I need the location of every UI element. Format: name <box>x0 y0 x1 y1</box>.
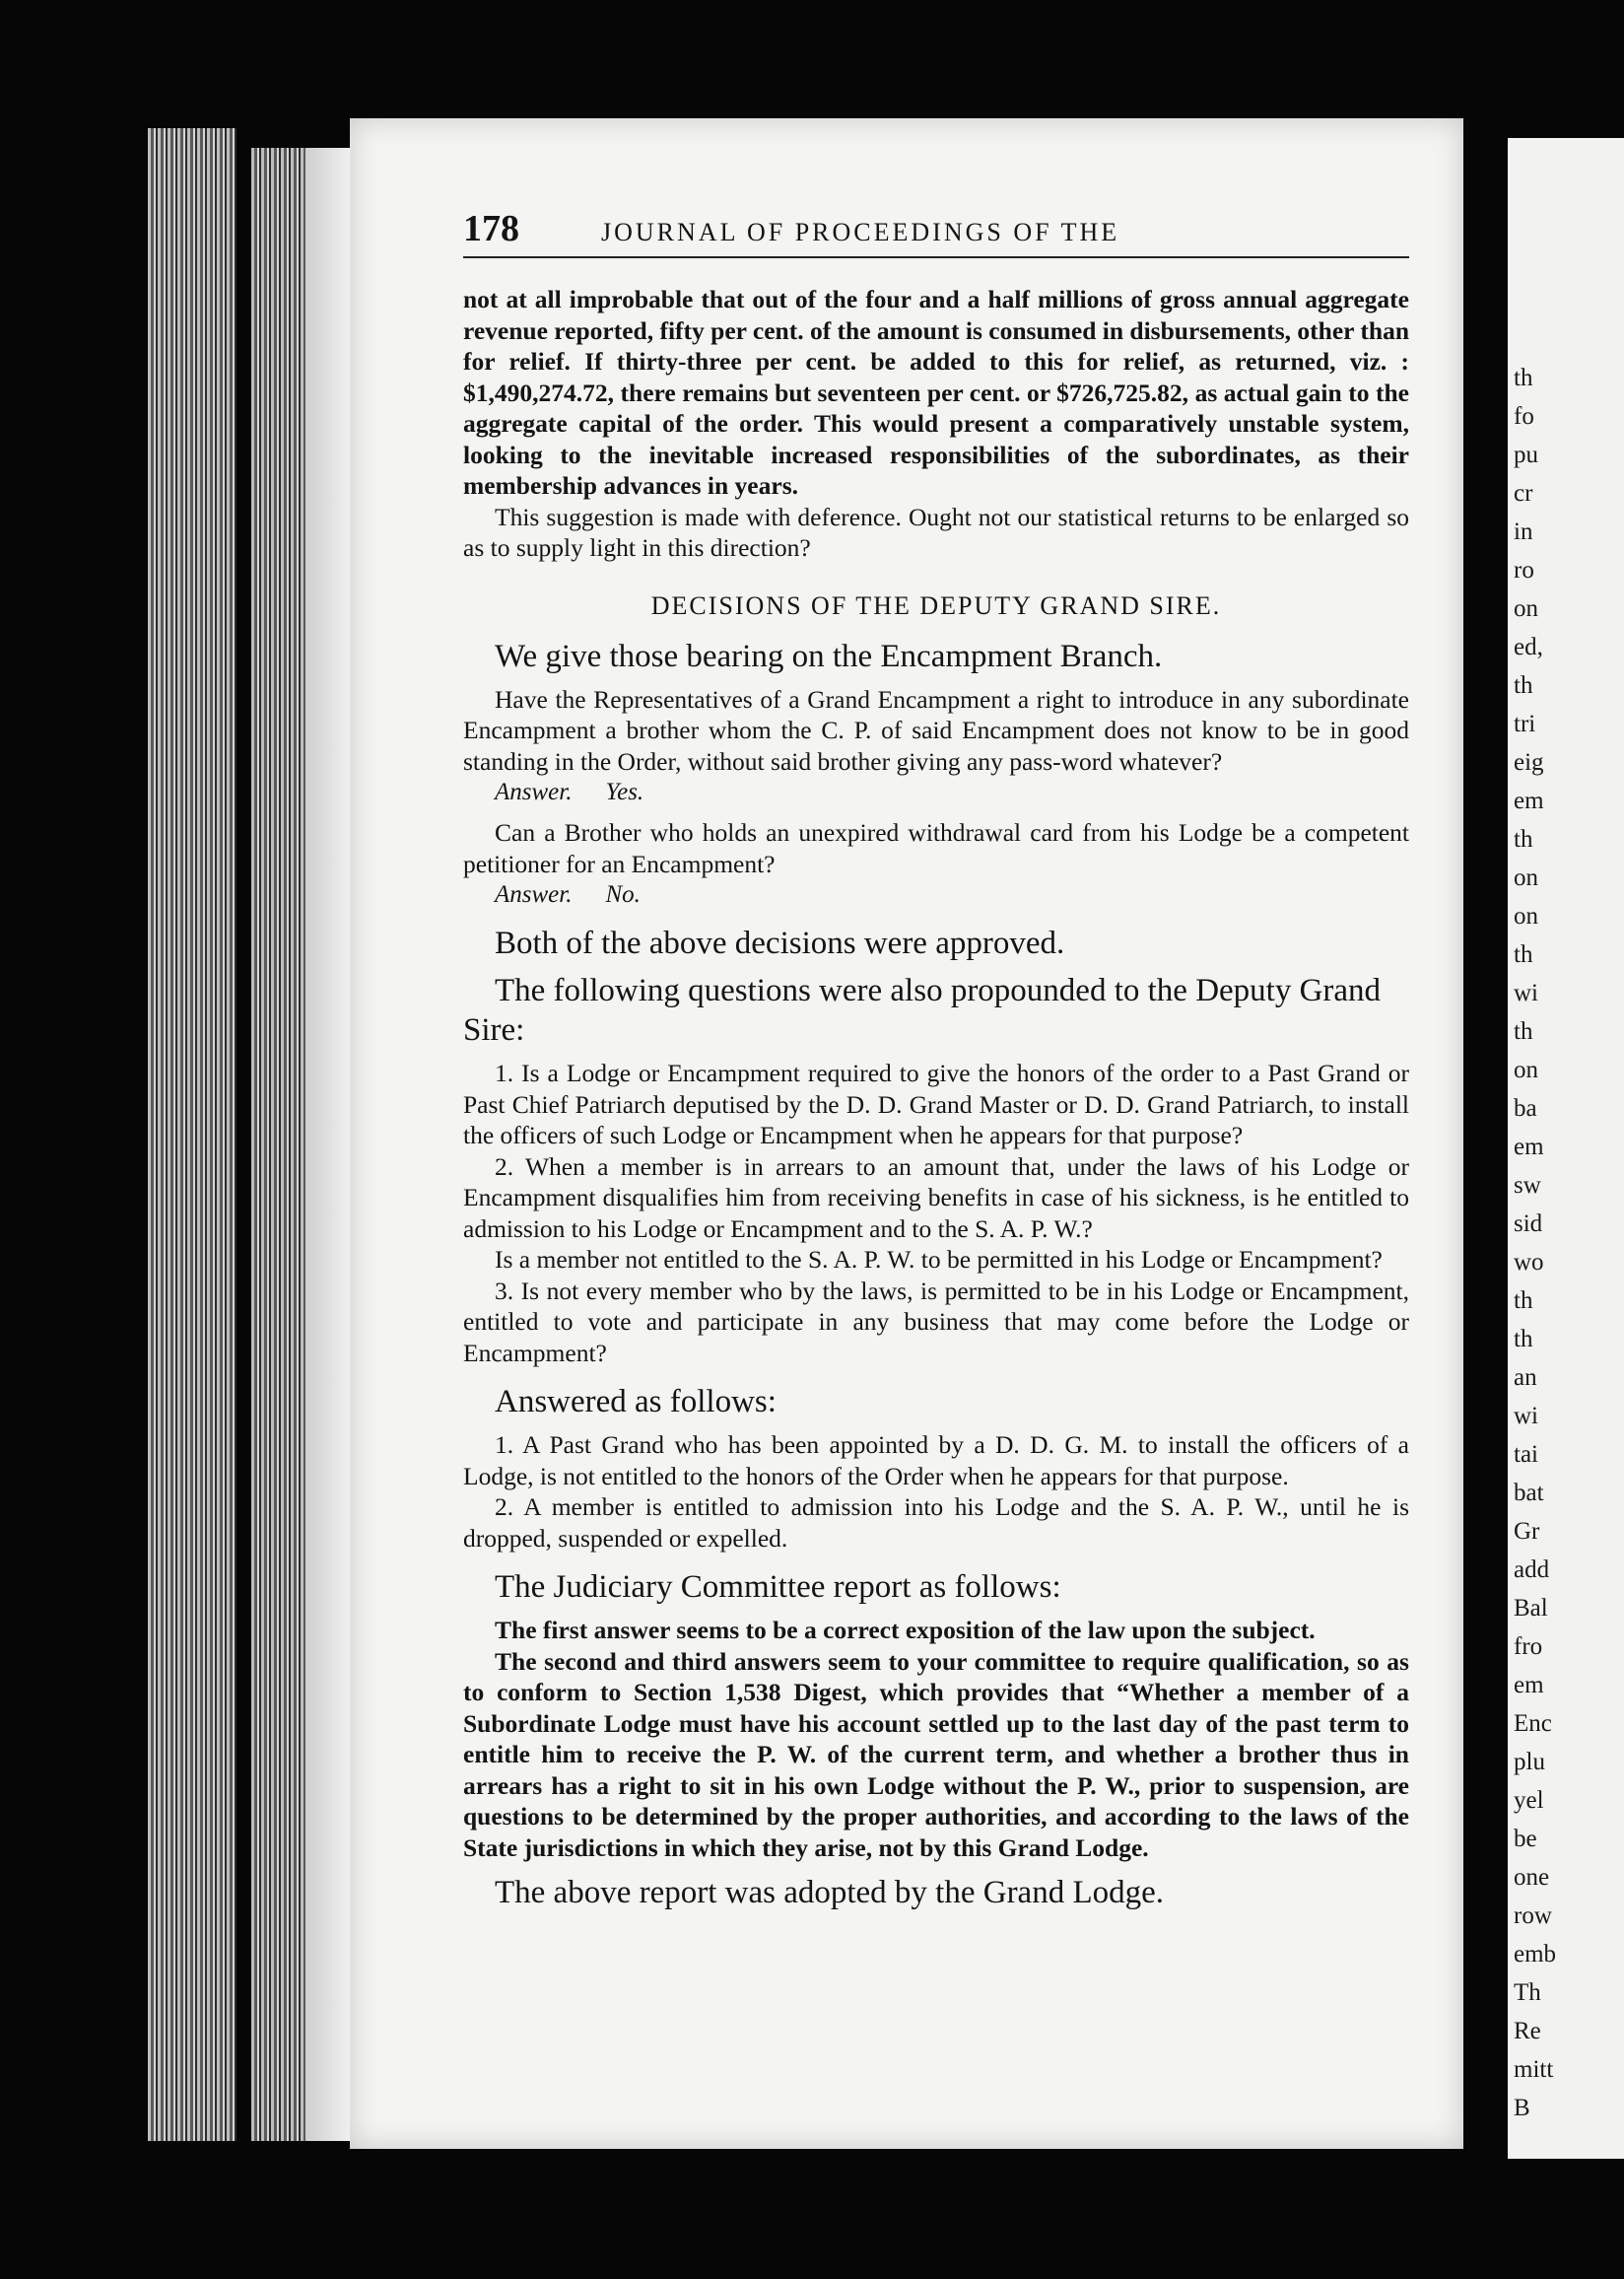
answer-label: Answer. <box>495 779 573 805</box>
facing-page-text-fragment: Enc <box>1514 1710 1552 1737</box>
facing-page-text-fragment: on <box>1514 864 1538 891</box>
answer-label: Answer. <box>495 881 573 908</box>
facing-page-text-fragment: th <box>1514 941 1533 968</box>
facing-page-text-fragment: B <box>1514 2095 1530 2121</box>
facing-page-text-fragment: th <box>1514 1287 1533 1314</box>
facing-page-text-fragment: fo <box>1514 403 1534 430</box>
facing-page-text-fragment: add <box>1514 1556 1550 1583</box>
facing-page-text-fragment: on <box>1514 903 1538 930</box>
facing-page-text-fragment: row <box>1514 1902 1552 1929</box>
facing-page-text-fragment: cr <box>1514 480 1533 507</box>
facing-page-text-fragment: plu <box>1514 1749 1545 1775</box>
page-number: 178 <box>463 208 519 249</box>
facing-page-text-fragment: Bal <box>1514 1595 1548 1622</box>
facing-page-text-fragment: sw <box>1514 1172 1541 1199</box>
facing-page-text-fragment: yel <box>1514 1787 1544 1814</box>
facing-page-text-fragment: be <box>1514 1826 1537 1852</box>
facing-page-text-fragment: em <box>1514 1134 1544 1160</box>
list-item: 2. When a member is in arrears to an amount that, under the laws of his Lodge or Encampment disqualifies him from receiving benefits in case of his sickness, is he entitled to admission to his Lodge or Encampment and to the S. A. P. W.? <box>463 1151 1409 1243</box>
facing-page-text-fragment: wo <box>1514 1249 1544 1276</box>
report-adopted: The above report was adopted by the Grand Lodge. <box>495 1875 1165 1910</box>
answered-heading: Answered as follows: <box>495 1384 777 1419</box>
facing-page-text-fragment: wi <box>1514 980 1538 1006</box>
facing-page-text-fragment: in <box>1514 518 1533 545</box>
answer-word: No. <box>605 881 641 908</box>
answer-no <box>495 879 1409 910</box>
facing-page-text-fragment: th <box>1514 1018 1533 1045</box>
facing-page-text-fragment: th <box>1514 826 1533 853</box>
facing-page-text-fragment: fro <box>1514 1633 1543 1660</box>
running-title: JOURNAL OF PROCEEDINGS OF THE <box>601 218 1120 246</box>
list-item: 3. Is not every member who by the laws, is permitted to be in his Lodge or Encampment, entitled to vote and participate in any business that may come before the Lodge or Encampment? <box>463 1276 1409 1367</box>
list-item: 1. A Past Grand who has been appointed by a D. D. G. M. to install the officers of a Lodge, is not entitled to the honors of the Order when he appears for that purpose. <box>463 1430 1409 1490</box>
question-list <box>463 1058 1409 1368</box>
facing-page-text-fragment: bat <box>1514 1480 1544 1506</box>
judiciary-paragraph-2: The second and third answers seem to your committee to require qualification, so as to conform to Section 1,538 Digest, which provides that “Whether a member of a Subordinate Lodge must have his account settled up to the last day of the past term to entitle him to receive the P. W. of the current term, and whether a brother thus in arrears has a right to sit in his own Lodge without the P. W., prior to suspension, are questions to be determined by the proper authorities, and according to the laws of the State jurisdictions in which they arise, not by this Grand Lodge. <box>463 1646 1409 1862</box>
judiciary-paragraph-1: The first answer seems to be a correct exposition of the law upon the subject. <box>495 1616 1316 1644</box>
question-withdrawal-card: Can a Brother who holds an unexpired withdrawal card from his Lodge be a competent petitioner for an Encampment? <box>463 818 1409 878</box>
page-content <box>463 207 1409 1920</box>
answer-list <box>463 1429 1409 1554</box>
facing-page-text-fragment: tai <box>1514 1441 1538 1468</box>
facing-page-text-fragment: mitt <box>1514 2056 1554 2083</box>
facing-page-text-fragment: Th <box>1514 1979 1541 2006</box>
facing-page-text-fragment: tri <box>1514 711 1536 737</box>
list-item: 2. A member is entitled to admission into his Lodge and the S. A. P. W., until he is dropped, suspended or expelled. <box>463 1492 1409 1553</box>
book-page-edges-inner <box>251 148 305 2141</box>
facing-page-text-fragment: an <box>1514 1364 1537 1391</box>
intro-encampment-branch: We give those bearing on the Encampment Branch. <box>495 638 1163 674</box>
facing-page-text-fragment: th <box>1514 672 1533 699</box>
book-page-edges-left <box>148 128 237 2141</box>
answer-yes <box>495 777 1409 807</box>
facing-page-text-fragment: em <box>1514 1672 1544 1698</box>
list-item: 1. Is a Lodge or Encampment required to give the honors of the order to a Past Grand or Past Chief Patriarch deputised by the D. D. Grand Master or D. D. Grand Patriarch, to install the officers of such Lodge or Encampment when he appears for that purpose? <box>463 1059 1409 1149</box>
judiciary-heading: The Judiciary Committee report as follows: <box>495 1569 1061 1605</box>
list-item: Is a member not entitled to the S. A. P. W. to be permitted in his Lodge or Encampment? <box>495 1245 1383 1274</box>
facing-page-text-fragment: wi <box>1514 1403 1538 1429</box>
facing-page-text-fragment: Re <box>1514 2018 1541 2044</box>
facing-page-text-fragment: th <box>1514 365 1533 391</box>
book-gutter <box>305 148 355 2141</box>
facing-page-fragment <box>1508 138 1624 2159</box>
paragraph-statistics: not at all improbable that out of the four and a half millions of gross annual aggregate revenue reported, fifty per cent. of the amount is consumed in disbursements, other than for relief. If thirty-three per cent. be added to this for relief, as returned, viz. : $1,490,274.72, there remains but seventeen per cent. or $726,725.82, as actual gain to the aggregate capital of the order. This would present a comparatively unstable system, looking to the inevitable increased responsibilities of the subordinates, as their membership advances in years. <box>463 285 1409 500</box>
facing-page-text-fragment: Gr <box>1514 1518 1540 1545</box>
facing-page-text-fragment: pu <box>1514 442 1538 468</box>
facing-page-text-fragment: th <box>1514 1326 1533 1352</box>
questions-propounded: The following questions were also propounded to the Deputy Grand Sire: <box>463 973 1382 1048</box>
facing-page-text-fragment: ed, <box>1514 634 1543 660</box>
facing-page-text-fragment: one <box>1514 1864 1550 1891</box>
facing-page-text-fragment: eig <box>1514 749 1544 776</box>
paragraph-suggestion: This suggestion is made with deference. Ought not our statistical returns to be enlarged so as to supply light in this direction? <box>463 502 1409 562</box>
decisions-approved: Both of the above decisions were approved. <box>495 926 1065 961</box>
section-heading-decisions: DECISIONS OF THE DEPUTY GRAND SIRE. <box>650 590 1222 620</box>
facing-page-text-fragment: emb <box>1514 1941 1557 1968</box>
facing-page-text-fragment: ba <box>1514 1095 1537 1122</box>
answer-word: Yes. <box>605 779 644 805</box>
page-header <box>463 207 1409 258</box>
facing-page-text-fragment: on <box>1514 1057 1538 1083</box>
facing-page-text-fragment: ro <box>1514 557 1534 584</box>
facing-page-text-fragment: sid <box>1514 1210 1543 1237</box>
question-representatives: Have the Representatives of a Grand Encampment a right to introduce in any subordinate Encampment a brother whom the C. P. of said Encampment does not know to be in good standing in the Order, without said brother giving any pass-word whatever? <box>463 684 1409 776</box>
facing-page-text-fragment: em <box>1514 788 1544 814</box>
facing-page-text-fragment: on <box>1514 595 1538 622</box>
